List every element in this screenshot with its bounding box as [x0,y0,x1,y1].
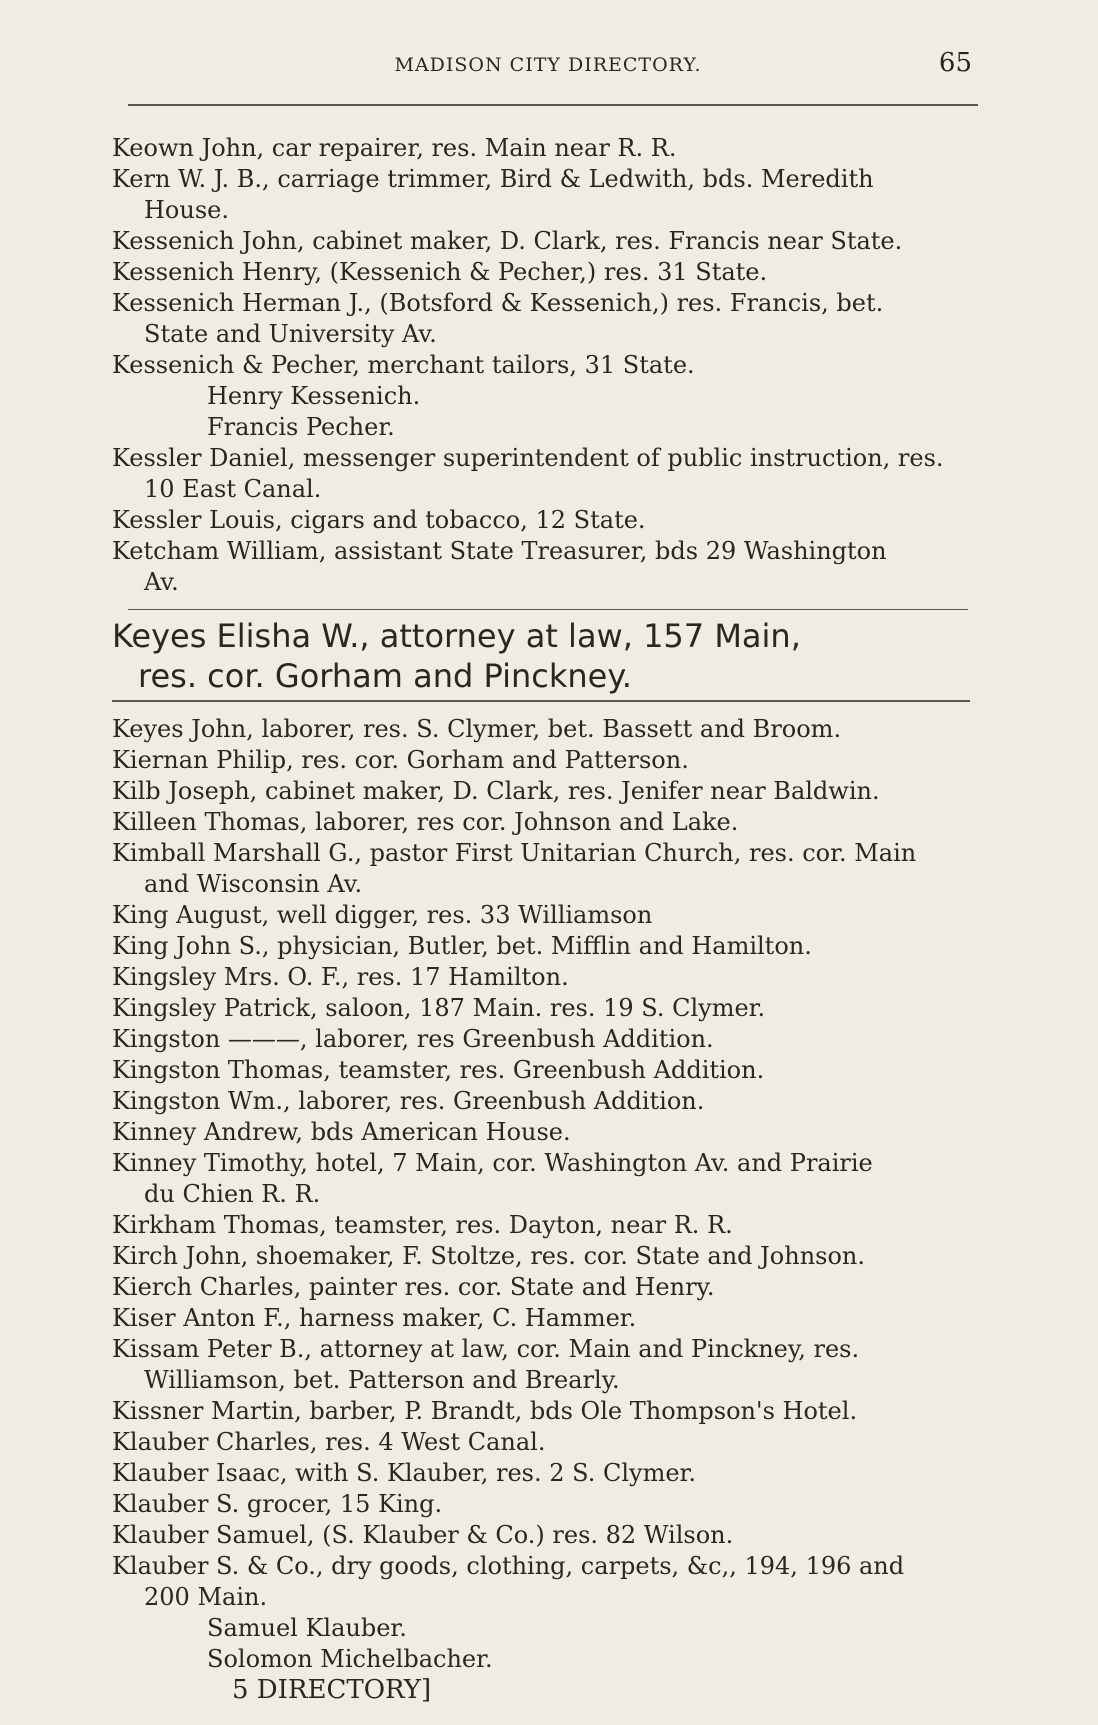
entry-line: Kingsley Patrick, saloon, 187 Main. res. 19 S. Clymer. [112,994,766,1022]
directory-entry [112,164,982,226]
entries-list-bottom [112,714,982,1675]
entry-line: Kessenich Henry, (Kessenich & Pecher,) res. 31 State. [112,258,768,286]
header-rule [128,104,978,106]
entry-line: Kessler Daniel, messenger superintendent of public instruction, res. [112,444,944,472]
entry-continuation: du Chien R. R. [144,1180,321,1208]
directory-entry [112,1334,982,1396]
directory-entry [112,288,982,350]
directory-entry [112,1520,982,1551]
entries-list-top [112,133,982,598]
directory-entry [112,1055,982,1086]
featured-entry [112,616,982,696]
featured-rule-top [128,609,968,610]
directory-entry [112,714,982,745]
entry-continuation: Av. [144,568,179,596]
directory-entry [112,993,982,1024]
directory-entry [112,962,982,993]
directory-entry [112,536,982,598]
directory-entry [112,1551,982,1613]
entry-line: Kiernan Philip, res. cor. Gorham and Patterson. [112,746,689,774]
entry-line: Samuel Klauber. [207,1614,407,1642]
directory-entry [112,133,982,164]
entry-line: Klauber Samuel, (S. Klauber & Co.) res. 82 Wilson. [112,1521,734,1549]
entry-line: Kierch Charles, painter res. cor. State and Henry. [112,1273,715,1301]
entry-line: Keyes John, laborer, res. S. Clymer, bet. Bassett and Broom. [112,715,842,743]
directory-entry [112,838,982,900]
entry-line: Kern W. J. B., carriage trimmer, Bird & Ledwith, bds. Meredith [112,165,874,193]
signature-mark: 5 DIRECTORY] [232,1675,432,1705]
entry-continuation: 10 East Canal. [144,475,322,503]
directory-entry [112,505,982,536]
page-number: 65 [938,48,972,78]
directory-entry [112,350,982,381]
entry-line: Kinney Andrew, bds American House. [112,1118,571,1146]
entry-continuation: State and University Av. [144,320,437,348]
entry-line: Kirkham Thomas, teamster, res. Dayton, near R. R. [112,1211,733,1239]
directory-entry [112,745,982,776]
directory-entry [112,1210,982,1241]
page-header [118,48,978,82]
entry-line: Killeen Thomas, laborer, res cor. Johnson and Lake. [112,808,739,836]
entry-continuation: Williamson, bet. Patterson and Brearly. [144,1366,620,1394]
featured-rule-bottom [112,700,970,702]
entry-line: Klauber Isaac, with S. Klauber, res. 2 S. Clymer. [112,1459,696,1487]
directory-entry [112,226,982,257]
entry-line: Kessler Louis, cigars and tobacco, 12 State. [112,506,646,534]
entry-line: King August, well digger, res. 33 Williamson [112,901,653,929]
entry-line: Kiser Anton F., harness maker, C. Hammer. [112,1304,637,1332]
partner-line [112,1613,982,1644]
entry-line: Ketcham William, assistant State Treasurer, bds 29 Washington [112,537,887,565]
directory-entry [112,1117,982,1148]
directory-entry [112,1303,982,1334]
entry-continuation: 200 Main. [144,1583,268,1611]
entry-line: Kessenich Herman J., (Botsford & Kessenich,) res. Francis, bet. [112,289,884,317]
entry-line: Kimball Marshall G., pastor First Unitarian Church, res. cor. Main [112,839,917,867]
entry-line: Kessenich John, cabinet maker, D. Clark, res. Francis near State. [112,227,903,255]
directory-entry [112,1272,982,1303]
directory-entry [112,1489,982,1520]
entry-line: Henry Kessenich. [207,382,421,410]
entry-line: Kingston Thomas, teamster, res. Greenbush Addition. [112,1056,765,1084]
running-title: MADISON CITY DIRECTORY. [394,54,702,76]
entry-line: King John S., physician, Butler, bet. Mifflin and Hamilton. [112,932,812,960]
entry-line: Klauber S. & Co., dry goods, clothing, carpets, &c,, 194, 196 and [112,1552,905,1580]
directory-entry [112,1148,982,1210]
entry-line: Kissner Martin, barber, P. Brandt, bds Ole Thompson's Hotel. [112,1397,858,1425]
directory-entry [112,931,982,962]
entry-line: Kingston Wm., laborer, res. Greenbush Addition. [112,1087,705,1115]
partner-line [112,412,982,443]
partner-line [112,1644,982,1675]
directory-entry [112,1241,982,1272]
directory-entry [112,1396,982,1427]
entry-line: Kilb Joseph, cabinet maker, D. Clark, res. Jenifer near Baldwin. [112,777,880,805]
featured-line-2: res. cor. Gorham and Pinckney. [138,657,632,695]
featured-line-1: Keyes Elisha W., attorney at law, 157 Main, [112,617,801,655]
entry-line: Klauber S. grocer, 15 King. [112,1490,443,1518]
entry-line: Kessenich & Pecher, merchant tailors, 31 State. [112,351,695,379]
directory-entry [112,257,982,288]
entry-line: Francis Pecher. [207,413,395,441]
directory-entry [112,776,982,807]
directory-entry [112,1024,982,1055]
entry-line: Kissam Peter B., attorney at law, cor. Main and Pinckney, res. [112,1335,860,1363]
partner-line [112,381,982,412]
entry-line: Kingsley Mrs. O. F., res. 17 Hamilton. [112,963,569,991]
directory-entry [112,1086,982,1117]
entry-line: Klauber Charles, res. 4 West Canal. [112,1428,546,1456]
directory-entry [112,1458,982,1489]
entry-line: Solomon Michelbacher. [207,1645,493,1673]
directory-entry [112,1427,982,1458]
entry-line: Kinney Timothy, hotel, 7 Main, cor. Washington Av. and Prairie [112,1149,873,1177]
entry-line: Kirch John, shoemaker, F. Stoltze, res. cor. State and Johnson. [112,1242,866,1270]
directory-entry [112,443,982,505]
entry-line: Keown John, car repairer, res. Main near R. R. [112,134,677,162]
directory-entry [112,807,982,838]
entry-continuation: and Wisconsin Av. [144,870,363,898]
directory-entry [112,900,982,931]
entry-continuation: House. [144,196,229,224]
entry-line: Kingston ———, laborer, res Greenbush Addition. [112,1025,714,1053]
